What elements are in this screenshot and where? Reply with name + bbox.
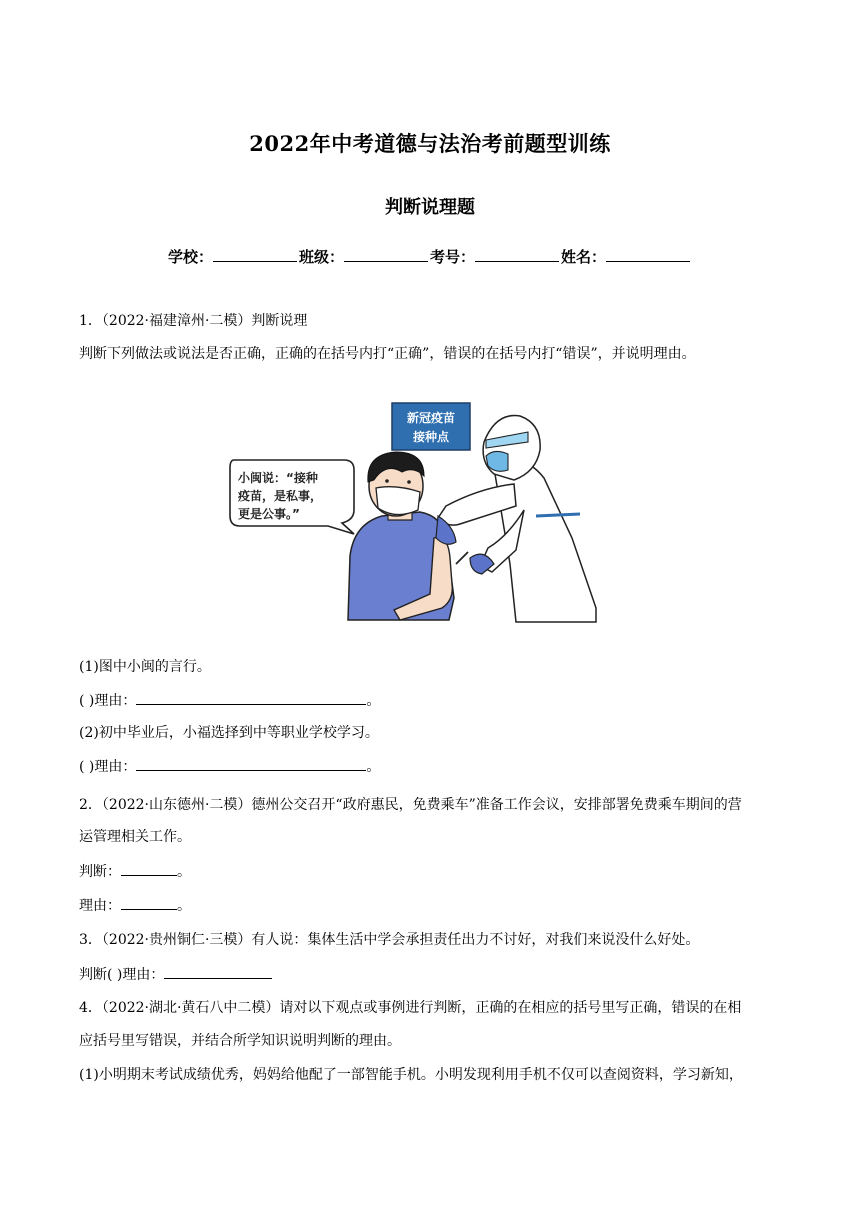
bubble-text-line1: 小闽说：“接种 (238, 471, 318, 485)
sign-text-line1: 新冠疫苗 (406, 411, 456, 425)
q4-line1: 4．（2022·湖北·黄石八中二模）请对以下观点或事例进行判断，正确的在相应的括号里写正确，错误的在相 (79, 1000, 742, 1016)
q3-reason-blank[interactable] (164, 964, 272, 979)
q1-item2-reason-blank[interactable] (136, 756, 366, 771)
vaccination-illustration (224, 388, 604, 624)
q1-item1-answer (79, 690, 789, 711)
name-label: 姓名： (561, 248, 607, 266)
vaccine-site-sign (392, 403, 470, 450)
class-label: 班级： (298, 248, 344, 266)
class-blank[interactable] (344, 247, 428, 262)
q2-line2: 运管理相关工作。 (79, 829, 191, 845)
bubble-text-line2: 疫苗，是私事， (238, 489, 323, 503)
q2-reason-suffix: 。 (177, 898, 191, 914)
document-title: 2022年中考道德与法治考前题型训练 (249, 131, 611, 156)
q2-judge (79, 861, 789, 882)
q3-line1: 3．（2022·贵州铜仁·三模）有人说：集体生活中学会承担责任出力不讨好，对我们来说没什么好处。 (79, 932, 700, 948)
q2-reason (79, 895, 789, 916)
q2-judge-suffix: 。 (177, 864, 191, 880)
q2-judge-blank[interactable] (121, 861, 177, 876)
exam-no-label: 考号： (430, 248, 476, 266)
q1-header: 1．（2022·福建漳州·二模）判断说理 (79, 313, 308, 329)
sign-text-line2: 接种点 (412, 430, 450, 444)
q1-item2-answer (79, 756, 789, 777)
q3-answer (79, 964, 789, 985)
q1-item2-answer-prefix: ( )理由： (79, 759, 137, 775)
q1-item2: (2)初中毕业后，小福选择到中等职业学校学习。 (79, 725, 379, 741)
q2-reason-label: 理由： (79, 898, 121, 914)
bubble-text-line3: 更是公事。” (238, 507, 300, 521)
document-subtitle: 判断说理题 (385, 197, 475, 218)
student-info-line (0, 246, 860, 267)
q3-answer-prefix: 判断( )理由： (79, 967, 165, 983)
name-blank[interactable] (606, 247, 690, 262)
q1-item2-answer-suffix: 。 (366, 759, 381, 775)
q1-item1-reason-blank[interactable] (136, 690, 366, 705)
exam-no-blank[interactable] (475, 247, 559, 262)
school-blank[interactable] (213, 247, 297, 262)
q2-judge-label: 判断： (79, 864, 121, 880)
q4-item1: (1)小明期末考试成绩优秀，妈妈给他配了一部智能手机。小明发现利用手机不仅可以查阅资料，学习新知， (79, 1067, 743, 1083)
q1-instruction: 判断下列做法或说法是否正确，正确的在括号内打“正确”，错误的在括号内打“错误”，并说明理由。 (79, 346, 696, 362)
q1-item1: (1)图中小闽的言行。 (79, 659, 211, 675)
q1-item1-answer-suffix: 。 (366, 693, 381, 709)
q4-line2: 应括号里写错误，并结合所学知识说明判断的理由。 (79, 1033, 401, 1049)
q2-line1: 2．（2022·山东德州·二模）德州公交召开“政府惠民，免费乘车”准备工作会议，安排部署免费乘车期间的营 (79, 797, 742, 813)
school-label: 学校： (167, 248, 213, 266)
q2-reason-blank[interactable] (121, 895, 177, 910)
q1-item1-answer-prefix: ( )理由： (79, 693, 137, 709)
speech-bubble (230, 460, 354, 534)
